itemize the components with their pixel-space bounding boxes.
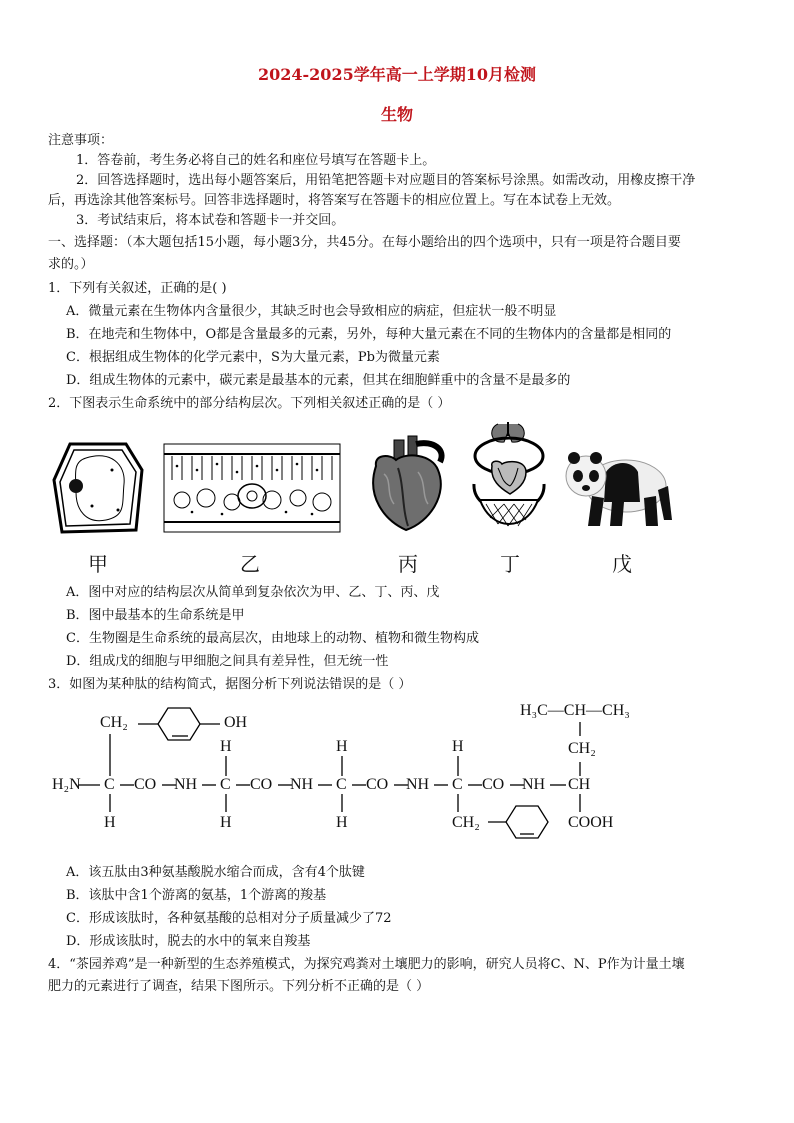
carbonyl-2: CO: [250, 776, 273, 793]
circulatory-system-figure: [468, 420, 550, 538]
alpha-carbon-1: C: [104, 776, 115, 793]
h-bottom-3: H: [336, 814, 348, 831]
notice-item-2-cont: 后，再选涂其他答案标号。回答非选择题时，将答案写在答题卡的相应位置上。写在本试卷上无效。: [48, 193, 621, 208]
q2-option-c: C．生物圈是生命系统的最高层次，由地球上的动物、植物和微生物构成: [66, 631, 479, 646]
notice-item-1: 1．答卷前，考生务必将自己的姓名和座位号填写在答题卡上。: [76, 153, 436, 168]
imino-2: NH: [290, 776, 314, 793]
imino-1: NH: [174, 776, 198, 793]
plant-cell-figure: [52, 440, 144, 536]
section-heading: 一、选择题：（本大题包括15小题，每小题3分，共45分。在每小题给出的四个选项中，只有一项是符合题目要: [48, 235, 681, 250]
figure-label-wu: 戊: [612, 552, 632, 576]
ch2-phe: CH₂: [452, 814, 480, 831]
q2-option-b: B．图中最基本的生命系统是甲: [66, 608, 245, 623]
alpha-carbon-5: CH: [568, 776, 591, 793]
q1-option-c: C．根据组成生物体的化学元素中，S为大量元素，Pb为微量元素: [66, 350, 440, 365]
h-top-2: H: [220, 738, 232, 755]
amino-group: H₂N: [52, 776, 81, 793]
carbonyl-3: CO: [366, 776, 389, 793]
alpha-carbon-4: C: [452, 776, 463, 793]
h-top-4: H: [452, 738, 464, 755]
heart-figure: [356, 434, 452, 534]
question-4-stem-cont: 肥力的元素进行了调查，结果下图所示。下列分析不正确的是（ ）: [48, 979, 430, 994]
q2-option-a: A．图中对应的结构层次从简单到复杂依次为甲、乙、丁、丙、戊: [66, 585, 440, 600]
alpha-carbon-2: C: [220, 776, 231, 793]
notice-item-3: 3．考试结束后，将本试卷和答题卡一并交回。: [76, 213, 345, 228]
q2-option-d: D．组成戊的细胞与甲细胞之间具有差异性，但无统一性: [66, 654, 389, 669]
leaf-tissue-figure: [162, 440, 342, 536]
section-heading-cont: 求的。）: [48, 257, 94, 272]
hydroxyl-group: OH: [224, 714, 248, 731]
q3-option-b: B．该肽中含1个游离的氨基，1个游离的羧基: [66, 888, 327, 903]
carbonyl-4: CO: [482, 776, 505, 793]
carbonyl-1: CO: [134, 776, 157, 793]
h-bottom-2: H: [220, 814, 232, 831]
q1-option-d: D．组成生物体的元素中，碳元素是最基本的元素，但其在细胞鲜重中的含量不是最多的: [66, 373, 571, 388]
subject-title: 生物: [380, 105, 413, 124]
carboxyl-group: COOH: [568, 814, 614, 831]
alpha-carbon-3: C: [336, 776, 347, 793]
peptide-bonds: [40, 696, 760, 846]
isopropyl-group: H₃C—CH—CH₃: [520, 702, 630, 719]
figure-label-ding: 丁: [500, 552, 520, 576]
imino-4: NH: [522, 776, 546, 793]
h-top-3: H: [336, 738, 348, 755]
question-3-stem: 3．如图为某种肽的结构简式，据图分析下列说法错误的是（ ）: [48, 677, 412, 692]
ch2-tyr: CH₂: [100, 714, 128, 731]
q1-option-b: B．在地壳和生物体中，O都是含量最多的元素，另外，每种大量元素在不同的生物体内的含量都是相同的: [66, 327, 672, 342]
q3-option-c: C．形成该肽时，各种氨基酸的总相对分子质量减少了72: [66, 911, 392, 926]
figure-label-yi: 乙: [240, 552, 260, 576]
q3-option-a: A．该五肽由3种氨基酸脱水缩合而成，含有4个肽键: [66, 865, 365, 880]
figure-label-bing: 丙: [398, 552, 418, 576]
notice-heading: 注意事项：: [48, 133, 114, 148]
question-4-stem: 4．“茶园养鸡”是一种新型的生态养殖模式，为探究鸡粪对土壤肥力的影响，研究人员将C、N、P作为计量土壤: [48, 957, 685, 972]
notice-item-2: 2．回答选择题时，选出每小题答案后，用铅笔把答题卡对应题目的答案标号涂黑。如需改动，用橡皮擦干净: [76, 173, 696, 188]
ch2-leu: CH₂: [568, 740, 596, 757]
question-1-stem: 1．下列有关叙述，正确的是( ): [48, 281, 227, 296]
figure-label-jia: 甲: [88, 552, 108, 576]
q3-option-d: D．形成该肽时，脱去的水中的氧来自羧基: [66, 934, 311, 949]
question-2-stem: 2．下图表示生命系统中的部分结构层次。下列相关叙述正确的是（ ）: [48, 396, 451, 411]
imino-3: NH: [406, 776, 430, 793]
h-bottom-1: H: [104, 814, 116, 831]
exam-title: 2024-2025学年高一上学期10月检测: [258, 65, 536, 84]
q1-option-a: A．微量元素在生物体内含量很少，其缺乏时也会导致相应的病症，但症状一般不明显: [66, 304, 557, 319]
panda-figure: [562, 446, 672, 530]
